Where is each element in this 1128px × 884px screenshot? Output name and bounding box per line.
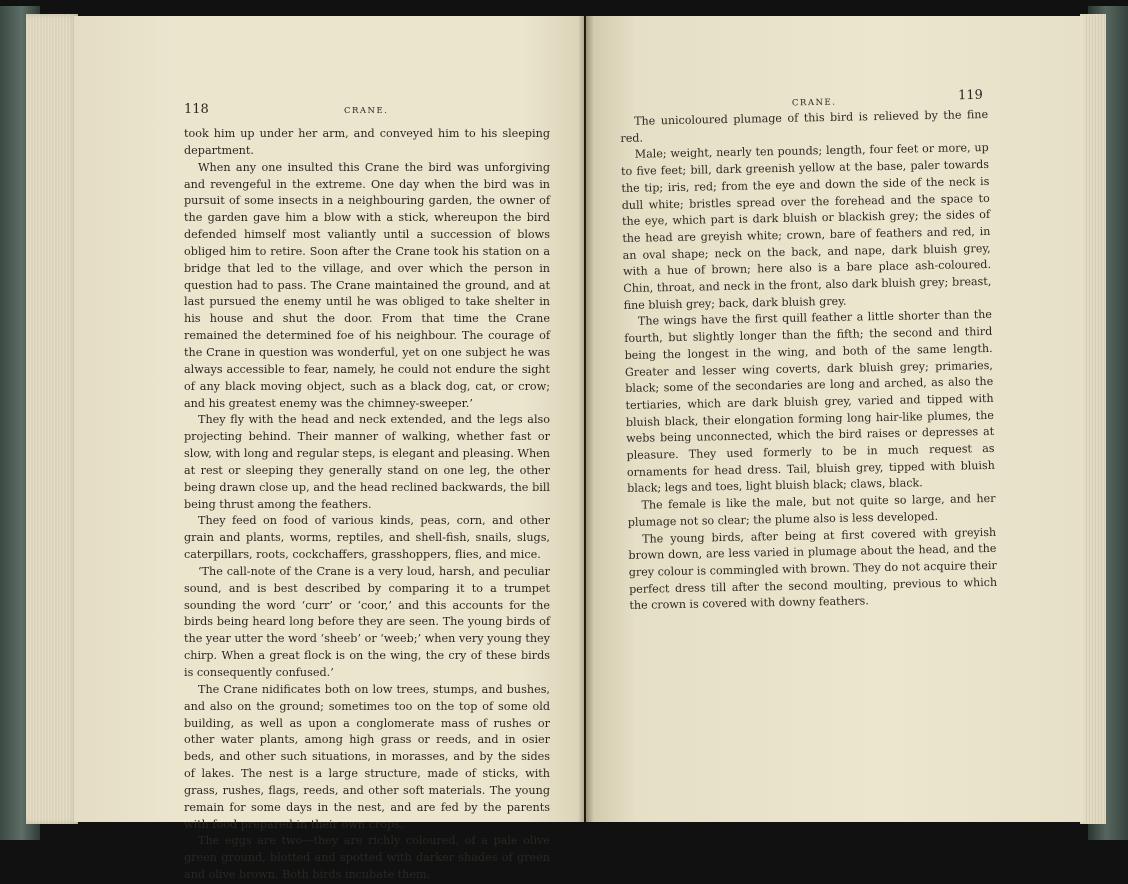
left-page	[74, 16, 584, 882]
page-edges-left	[26, 14, 78, 824]
right-page	[586, 16, 1084, 822]
paragraph: When any one insulted this Crane the bird was unforgiving and revengeful in the extreme. One day when the bird was in pursuit of some insects in a neighbouring garden, the owner of the garden gave him a blow with a stick, whereupon the bird defended himself most valiantly until a succession of blows obliged him to retire. Soon after the Crane took his station on a bridge that led to the village, and over which the person in question had to pass. The Crane maintained the ground, and at last pursued the enemy until he was obliged to take shelter in his house and shut the door. From that time the Crane remained the determined foe of his neighbour. The courage of the Crane in question was wonderful, yet on one subject he was always accessible to fear, namely, he could not endure the sight of any black moving object, such as a black dog, cat, or crow; and his greatest enemy was the chimney-sweeper.’	[184, 160, 550, 410]
page-body	[620, 107, 998, 615]
paragraph: They fly with the head and neck extended, and the legs also projecting behind. Their manner of walking, whether fast or slow, with long and regular steps, is elegant and pleasing. When at rest or sleeping they generally stand on one leg, the other being drawn close up, and the head reclined backwards, the bill being thrust among the feathers.	[184, 413, 550, 511]
running-head: CRANE.	[791, 97, 837, 109]
page-number: 118	[184, 102, 209, 117]
paragraph: The eggs are two—they are richly coloured, of a pale olive green ground, blotted and spotted with darker shades of green and olive brown. Both birds incubate them.	[184, 834, 550, 882]
page-body	[184, 126, 550, 884]
paragraph: ‘The call-note of the Crane is a very loud, harsh, and peculiar sound, and is best described by comparing it to a trumpet sounding the word ‘curr’ or ‘coor,’ and this accounts for the birds being heard long before they are seen. The young birds of the year utter the word ‘sheeb’ or ‘weeb;’ when very young they chirp. When a great flock is on the wing, the cry of these birds is consequently confused.’	[184, 564, 550, 679]
paragraph: The female is like the male, but not quite so large, and her plumage not so clear; the plume also is less developed.	[627, 492, 996, 529]
paragraph: took him up under her arm, and conveyed him to his sleeping department.	[184, 127, 550, 157]
paragraph: The young birds, after being at first covered with greyish brown down, are less varied in plumage about the head, and the grey colour is commingled with brown. They do not acquire their perfect dress till after the second moulting, previous to which the crown is covered with downy feathers.	[628, 525, 998, 613]
paragraph: The Crane nidificates both on low trees, stumps, and bushes, and also on the ground; sometimes too on the top of some old building, as well as upon a conglomerate mass of rushes or other water plants, among high grass or reeds, and in osier beds, and other such situations, in morasses, and by the sides of lakes. The nest is a large structure, made of sticks, with grass, rushes, flags, reeds, and other soft materials. The young remain for some days in the nest, and are fed by the parents with food prepared in their own crops.	[184, 682, 550, 831]
paragraph: The wings have the first quill feather a little shorter than the fourth, but slightly longer than the fifth; the second and third being the longest in the wing, and both of the same length. Greater and lesser wing coverts, dark bluish grey; primaries, black; some of the secondaries are long and arched, as also the tertiaries, which are dark bluish grey, varied and tipped with bluish black, their elongation forming long hair-like plumes, the webs being unconnected, which the bird raises or depresses at pleasure. They used formerly to be in much request as ornaments for head dress. Tail, bluish grey, tipped with bluish black; legs and toes, light bluish black; claws, black.	[624, 308, 995, 496]
page-number: 119	[957, 87, 983, 104]
paragraph: Male; weight, nearly ten pounds; length, four feet or more, up to five feet; bill, dark greenish yellow at the base, paler towards the tip; iris, red; from the eye and down the side of the neck is dull white; bristles spread over the forehead and the space to the eye, which part is dark bluish or blackish grey; the sides of the head are greyish white; crown, bare of feathers and red, in an oval shape; neck on the back, and nape, dark bluish grey, with a hue of brown; here also is a bare place ash-coloured. Chin, throat, and neck in the front, also dark bluish grey; breast, fine bluish grey; back, dark bluish grey.	[620, 141, 992, 312]
paragraph: The unicoloured plumage of this bird is relieved by the fine red.	[620, 107, 989, 145]
book-gutter	[578, 16, 594, 822]
running-head: CRANE.	[344, 106, 389, 116]
paragraph: They feed on food of various kinds, peas, corn, and other grain and plants, worms, reptiles, and shell-fish, snails, slugs, caterpillars, roots, cockchaffers, grasshoppers, flies, and mice.	[184, 514, 550, 562]
